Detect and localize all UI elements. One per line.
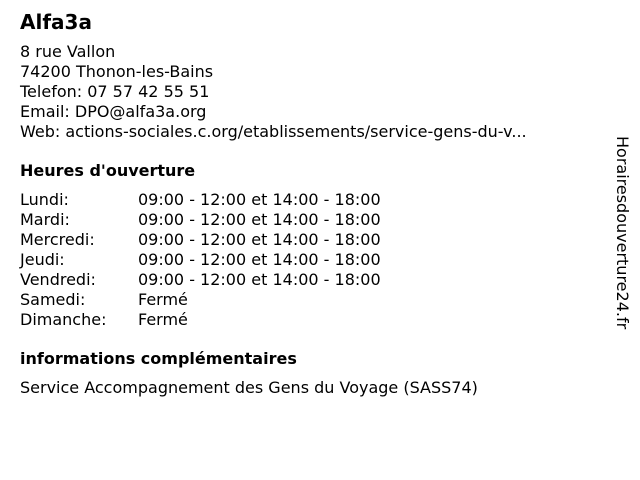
info-text: Service Accompagnement des Gens du Voyage (SASS74) xyxy=(20,378,478,397)
brand-label: Horairesdouverture24.fr xyxy=(613,136,632,330)
hours-row-jeudi xyxy=(20,250,600,270)
web-line: Web: actions-sociales.c.org/etablissements/service-gens-du-v... xyxy=(20,122,527,141)
phone-line: Telefon: 07 57 42 55 51 xyxy=(20,82,210,101)
hours-row-vendredi xyxy=(20,270,600,290)
hours-time: 09:00 - 12:00 et 14:00 - 18:00 xyxy=(138,270,381,289)
business-name: Alfa3a xyxy=(20,10,92,34)
hours-row-lundi xyxy=(20,190,600,210)
hours-row-mercredi xyxy=(20,230,600,250)
hours-row-dimanche xyxy=(20,310,600,330)
hours-day: Lundi: xyxy=(20,190,69,209)
hours-title: Heures d'ouverture xyxy=(20,161,196,180)
hours-day: Mardi: xyxy=(20,210,70,229)
hours-time: 09:00 - 12:00 et 14:00 - 18:00 xyxy=(138,210,381,229)
hours-table xyxy=(20,190,600,330)
hours-day: Vendredi: xyxy=(20,270,96,289)
hours-time: 09:00 - 12:00 et 14:00 - 18:00 xyxy=(138,250,381,269)
hours-time: 09:00 - 12:00 et 14:00 - 18:00 xyxy=(138,230,381,249)
info-title: informations complémentaires xyxy=(20,349,297,368)
hours-day: Samedi: xyxy=(20,290,86,309)
hours-row-samedi xyxy=(20,290,600,310)
street-address: 8 rue Vallon xyxy=(20,42,116,61)
hours-time: Fermé xyxy=(138,290,188,309)
hours-row-mardi xyxy=(20,210,600,230)
city-address: 74200 Thonon-les-Bains xyxy=(20,62,214,81)
hours-day: Jeudi: xyxy=(20,250,65,269)
email-line: Email: DPO@alfa3a.org xyxy=(20,102,207,121)
business-card xyxy=(20,8,600,398)
hours-day: Dimanche: xyxy=(20,310,107,329)
hours-time: 09:00 - 12:00 et 14:00 - 18:00 xyxy=(138,190,381,209)
hours-time: Fermé xyxy=(138,310,188,329)
hours-day: Mercredi: xyxy=(20,230,95,249)
